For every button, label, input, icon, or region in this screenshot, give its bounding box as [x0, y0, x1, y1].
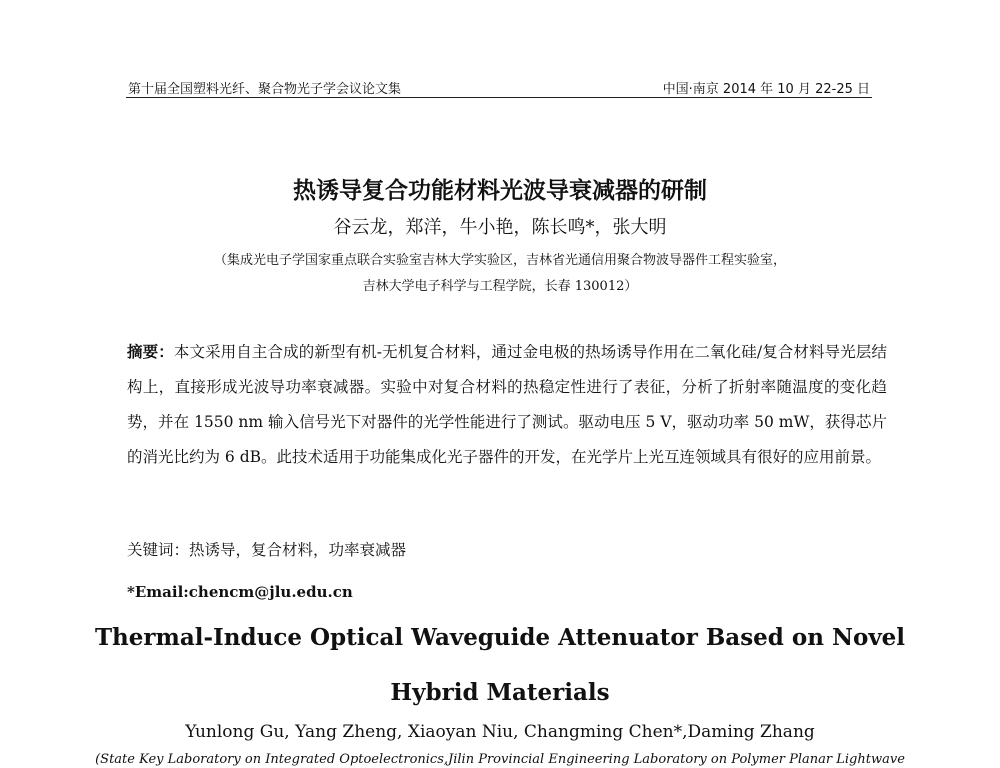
running-header-left: 第十届全国塑料光纤、聚合物光子学会议论文集: [128, 82, 402, 97]
header-divider: [126, 97, 872, 98]
corresponding-email: *Email:chencm@jlu.edu.cn: [127, 583, 353, 601]
running-header-right: 中国·南京 2014 年 10 月 22-25 日: [662, 82, 870, 97]
chinese-authors: 谷云龙，郑洋，牛小艳，陈长鸣*，张大明: [333, 217, 667, 238]
chinese-title: 热诱导复合功能材料光波导衰减器的研制: [293, 178, 707, 204]
english-title-line1: Thermal-Induce Optical Waveguide Attenuator Based on Novel: [94, 624, 906, 651]
english-title-line2: Hybrid Materials: [390, 679, 610, 706]
abstract-text: 本文采用自主合成的新型有机-无机复合材料，通过金电极的热场诱导作用在二氧化硅/复合材料导光层结构上，直接形成光波导功率衰减器。实验中对复合材料的热稳定性进行了表征，分析了折射率随温度的变化趋势，并在 1550 nm 输入信号光下对器件的光学性能进行了测试。驱动电压 5 V，驱动功率 50 mW，获得芯片的消光比约为 6 dB。此技术适用于功能集成化光子器件的开发，在光学片上光互连领域具有很好的应用前景。: [127, 343, 887, 466]
chinese-affiliation-line1: （集成光电子学国家重点联合实验室吉林大学实验区，吉林省光通信用聚合物波导器件工程实验室，: [213, 253, 786, 268]
abstract-label: 摘要：: [127, 342, 174, 361]
english-affiliation: (State Key Laboratory on Integrated Optoelectronics,Jilin Provincial Engineering Laboratory on Polymer Planar Lightwave: [95, 752, 905, 767]
english-authors: Yunlong Gu, Yang Zheng, Xiaoyan Niu, Changming Chen*,Daming Zhang: [185, 722, 815, 742]
chinese-abstract: [127, 334, 887, 475]
chinese-keywords: 关键词：热诱导，复合材料，功率衰减器: [127, 541, 407, 559]
chinese-affiliation-line2: 吉林大学电子科学与工程学院，长春 130012）: [362, 279, 638, 294]
